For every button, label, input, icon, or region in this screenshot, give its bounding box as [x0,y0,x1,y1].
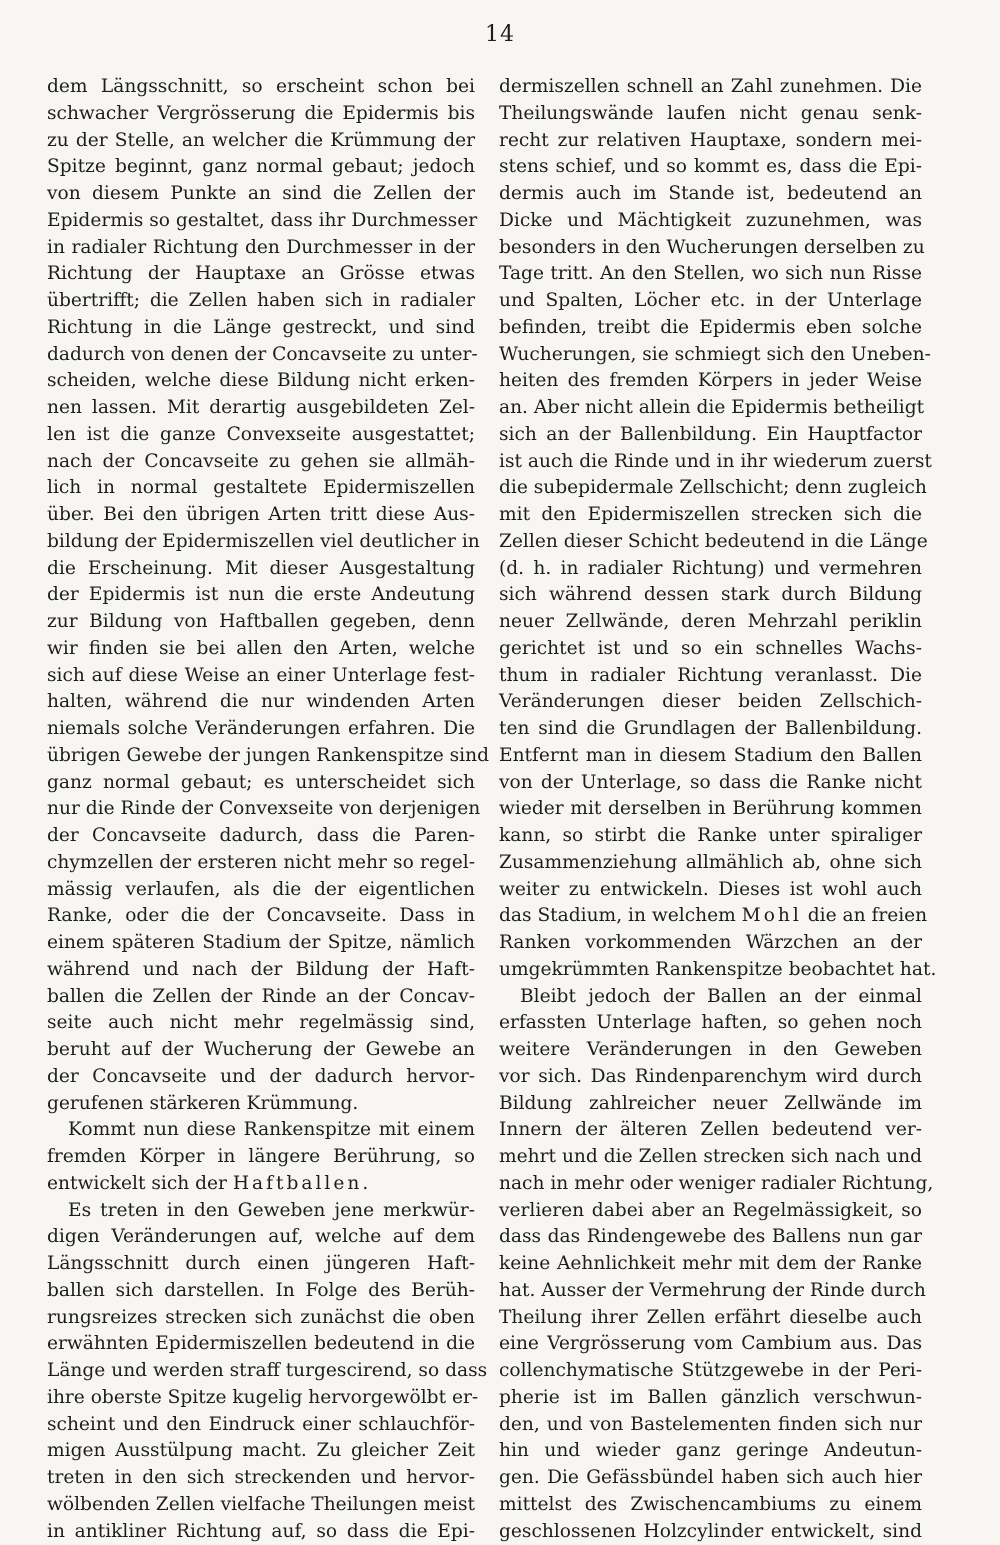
text-line [47,154,475,181]
text-line [47,181,475,208]
text-line-content: dadurch von denen der Concavseite zu unter- [47,344,478,365]
text-line-content: und Spalten, Löcher etc. in der Unterlage [499,290,922,311]
text-line [499,1010,922,1037]
text-line [499,770,922,797]
text-line-content: sich an der Ballenbildung. Ein Hauptfactor [499,424,922,445]
text-line [499,368,922,395]
text-line [47,208,475,235]
text-line-content: zur Bildung von Haftballen gegeben, denn [47,611,475,632]
text-line [499,1305,922,1332]
text-line-content: ten sind die Grundlagen der Ballenbildung. [499,718,922,739]
text-line [499,449,922,476]
text-line-content: kann, so stirbt die Ranke unter spiraliger [499,825,922,846]
text-line-content: geschlossenen Holzcylinder entwickelt, sind [499,1521,922,1542]
text-line-content: ballen die Zellen der Rinde an der Concav- [47,986,475,1007]
text-line-content: schwacher Vergrösserung die Epidermis bis [47,103,475,124]
text-line [499,716,922,743]
text-line [499,101,922,128]
text-line-content: fremden Körper in längere Berührung, so [47,1146,475,1167]
text-line-content: treten in den sich streckenden und hervor- [47,1467,475,1488]
text-line-content: recht zur relativen Hauptaxe, sondern mei- [499,130,922,151]
text-line [47,796,475,823]
text-line-content: Kommt nun diese Rankenspitze mit einem [68,1119,475,1140]
text-line [47,743,475,770]
text-line [47,1251,475,1278]
text-line-content: sich auf diese Weise an einer Unterlage fest- [47,665,475,686]
text-line-tail: die an freien [802,905,927,926]
text-line [47,1198,475,1225]
text-line [47,74,475,101]
text-line-content: während und nach der Bildung der Haft- [47,959,475,980]
text-line-content: bildung der Epidermiszellen viel deutlicher in [47,531,480,552]
text-line [499,930,922,957]
text-line-content: Richtung in die Länge gestreckt, und sind [47,317,475,338]
text-line-content: Zellen dieser Schicht bedeutend in die Länge [499,531,928,552]
text-line-content: nach der Concavseite zu gehen sie allmäh- [47,451,475,472]
text-line-content: ist auch die Rinde und in ihr wiederum zuerst [499,451,932,472]
text-line [499,796,922,823]
text-line-content: wölbenden Zellen vielfache Theilungen meist [47,1494,475,1515]
text-line [47,475,475,502]
text-line-content: chymzellen der ersteren nicht mehr so regel- [47,852,475,873]
text-line-content: von der Unterlage, so dass die Ranke nicht [499,772,922,793]
text-line [499,850,922,877]
text-line-content: in radialer Richtung den Durchmesser in der [47,237,475,258]
text-line-content: erfassten Unterlage haften, so gehen noch [499,1012,922,1033]
text-line [47,984,475,1011]
text-line [499,743,922,770]
text-line-content: der Concavseite dadurch, dass die Paren- [47,825,475,846]
text-line-content: umgekrümmten Rankenspitze beobachtet hat. [499,959,936,980]
text-line-content: dem Längsschnitt, so erscheint schon bei [47,76,475,97]
text-line-content: mittelst des Zwischencambiums zu einem [499,1494,922,1515]
text-line [499,1519,922,1545]
page-number: 14 [0,22,1000,47]
text-line [47,1412,475,1439]
text-line [47,716,475,743]
text-line [499,208,922,235]
text-line-content: dass das Rindengewebe des Ballens nun gar [499,1226,922,1247]
text-line [499,475,922,502]
text-line [499,1492,922,1519]
text-line [499,823,922,850]
text-line-content: der Concavseite und der dadurch hervor- [47,1066,475,1087]
text-line [47,342,475,369]
text-line [499,395,922,422]
text-line [47,582,475,609]
text-line [47,556,475,583]
text-line [47,1278,475,1305]
text-line [499,502,922,529]
text-line [47,1358,475,1385]
text-line [499,877,922,904]
text-line-content: das Stadium, in welchem [499,905,742,926]
text-line [499,529,922,556]
text-line-content: gen. Die Gefässbündel haben sich auch hier [499,1467,922,1488]
text-line-content: scheiden, welche diese Bildung nicht erken- [47,370,475,391]
text-line [47,1492,475,1519]
text-line [47,261,475,288]
text-line-content: Längsschnitt durch einen jüngeren Haft- [47,1253,475,1274]
text-line-content: beruht auf der Wucherung der Gewebe an [47,1039,475,1060]
text-line-tail: . [362,1173,368,1194]
text-line [499,582,922,609]
text-line-content: mit den Epidermiszellen strecken sich die [499,504,922,525]
text-line-content: rungsreizes strecken sich zunächst die oben [47,1307,475,1328]
text-line [499,1385,922,1412]
text-line-content: übrigen Gewebe der jungen Rankenspitze sind [47,745,489,766]
text-line [47,770,475,797]
text-line-content: len ist die ganze Convexseite ausgestattet; [47,424,475,445]
text-line-content: ganz normal gebaut; es unterscheidet sich [47,772,475,793]
text-line-content: wir finden sie bei allen den Arten, welche [47,638,475,659]
right-column [499,74,922,1545]
emphasized-name: Mohl [742,905,802,926]
text-line-content: den, und von Bastelementen finden sich nur [499,1414,922,1435]
text-line-content: scheint und den Eindruck einer schlauchför- [47,1414,475,1435]
text-line-content: digen Veränderungen auf, welche auf dem [47,1226,475,1247]
text-line [47,315,475,342]
text-line [47,529,475,556]
text-line [499,1251,922,1278]
text-line-content: migen Ausstülpung macht. Zu gleicher Zeit [47,1440,475,1461]
text-line [499,663,922,690]
text-line-content: dermiszellen schnell an Zahl zunehmen. Die [499,76,922,97]
text-line-content: thum in radialer Richtung veranlasst. Die [499,665,922,686]
text-line [47,1519,475,1545]
text-line-content: nur die Rinde der Convexseite von derjenigen [47,798,480,819]
text-line-content: ihre oberste Spitze kugelig hervorgewölbt er- [47,1387,478,1408]
text-line [499,609,922,636]
text-line-content: übertrifft; die Zellen haben sich in radialer [47,290,475,311]
text-line-content: weitere Veränderungen in den Geweben [499,1039,922,1060]
emphasized-name: Haftballen [233,1173,363,1194]
text-line [47,1010,475,1037]
text-line [47,1305,475,1332]
text-line [47,1465,475,1492]
text-line-content: Ranken vorkommenden Wärzchen an der [499,932,922,953]
text-line-content: gerichtet ist und so ein schnelles Wachs- [499,638,922,659]
text-line-content: einem späteren Stadium der Spitze, nämlich [47,932,475,953]
text-line [499,422,922,449]
text-line-content: mässig verlaufen, als die der eigentlichen [47,879,475,900]
text-line [499,1144,922,1171]
text-line-content: Theilung ihrer Zellen erfährt dieselbe auch [499,1307,922,1328]
text-line-content: vor sich. Das Rindenparenchym wird durch [499,1066,922,1087]
text-line-content: Bleibt jedoch der Ballen an der einmal [520,986,922,1007]
text-line [47,877,475,904]
text-line-content: wieder mit derselben in Berührung kommen [499,798,922,819]
text-line-content: erwähnten Epidermiszellen bedeutend in die [47,1333,475,1354]
text-line [499,689,922,716]
text-line-content: über. Bei den übrigen Arten tritt diese Aus- [47,504,475,525]
text-line [499,288,922,315]
text-line [47,1224,475,1251]
text-line [499,1278,922,1305]
text-line-content: Dicke und Mächtigkeit zuzunehmen, was [499,210,922,231]
text-line [47,1117,475,1144]
text-line [499,181,922,208]
text-line [499,342,922,369]
text-line [499,154,922,181]
text-line [499,1198,922,1225]
text-line [47,609,475,636]
text-line [47,1171,475,1198]
text-line [499,636,922,663]
text-line-content: halten, während die nur windenden Arten [47,691,475,712]
text-line-content: Theilungswände laufen nicht genau senk- [499,103,922,124]
text-line [47,1144,475,1171]
text-line [499,1331,922,1358]
text-line-content: collenchymatische Stützgewebe in der Peri- [499,1360,922,1381]
text-line-content: hat. Ausser der Vermehrung der Rinde durch [499,1280,926,1301]
text-line [499,1412,922,1439]
text-line [47,1037,475,1064]
text-line [499,261,922,288]
text-line-content: weiter zu entwickeln. Dieses ist wohl auch [499,879,922,900]
text-line [47,395,475,422]
text-line [47,1331,475,1358]
text-line-content: (d. h. in radialer Richtung) und vermehren [499,558,922,579]
text-line-content: verlieren dabei aber an Regelmässigkeit, so [499,1200,922,1221]
text-line [499,1171,922,1198]
text-line [47,502,475,529]
text-line [499,1465,922,1492]
text-line-content: stens schief, und so kommt es, dass die Epi- [499,156,922,177]
text-line-content: eine Vergrösserung vom Cambium aus. Das [499,1333,922,1354]
text-line-content: keine Aehnlichkeit mehr mit dem der Ranke [499,1253,922,1274]
text-line-content: Innern der älteren Zellen bedeutend ver- [499,1119,922,1140]
text-line-content: an. Aber nicht allein die Epidermis betheiligt [499,397,924,418]
text-line-content: Spitze beginnt, ganz normal gebaut; jedoch [47,156,475,177]
text-line [499,1064,922,1091]
text-line-content: zu der Stelle, an welcher die Krümmung der [47,130,475,151]
text-line-content: in antikliner Richtung auf, so dass die Epi- [47,1521,475,1542]
text-line-content: neuer Zellwände, deren Mehrzahl periklin [499,611,922,632]
text-line [499,984,922,1011]
text-line-content: entwickelt sich der [47,1173,233,1194]
text-line-content: besonders in den Wucherungen derselben zu [499,237,925,258]
text-line [47,1091,475,1118]
text-line [47,957,475,984]
text-line [47,422,475,449]
text-line-content: niemals solche Veränderungen erfahren. Die [47,718,475,739]
text-line-content: nen lassen. Mit derartig ausgebildeten Zel- [47,397,475,418]
text-line [499,1117,922,1144]
text-line [499,1091,922,1118]
text-line-content: die subepidermale Zellschicht; denn zugleich [499,477,927,498]
text-line-content: gerufenen stärkeren Krümmung. [47,1093,358,1114]
text-line [47,903,475,930]
text-line-content: dermis auch im Stande ist, bedeutend an [499,183,922,204]
text-line [47,930,475,957]
text-line-content: Bildung zahlreicher neuer Zellwände im [499,1093,922,1114]
text-line [47,823,475,850]
text-line [499,74,922,101]
text-line-content: Epidermis so gestaltet, dass ihr Durchmesser [47,210,477,231]
text-line-content: Entfernt man in diesem Stadium den Ballen [499,745,922,766]
text-line-content: ballen sich darstellen. In Folge des Berüh- [47,1280,475,1301]
text-line-content: heiten des fremden Körpers in jeder Weise [499,370,922,391]
text-line-content: die Erscheinung. Mit dieser Ausgestaltung [47,558,475,579]
text-line-content: pherie ist im Ballen gänzlich verschwun- [499,1387,922,1408]
text-line-content: Ranke, oder die der Concavseite. Dass in [47,905,475,926]
text-line-content: hin und wieder ganz geringe Andeutun- [499,1440,922,1461]
text-line-content: befinden, treibt die Epidermis eben solche [499,317,922,338]
text-line-content: Es treten in den Geweben jene merkwür- [68,1200,475,1221]
text-line [499,128,922,155]
text-line [499,1358,922,1385]
text-line [47,1438,475,1465]
text-line-content: von diesem Punkte an sind die Zellen der [47,183,475,204]
text-line [47,449,475,476]
text-line [47,235,475,262]
text-line-content: lich in normal gestaltete Epidermiszellen [47,477,475,498]
text-line [47,1385,475,1412]
text-line [47,128,475,155]
text-line-content: der Epidermis ist nun die erste Andeutung [47,584,475,605]
text-line [499,957,922,984]
text-line [47,368,475,395]
left-column [47,74,475,1545]
text-line [499,235,922,262]
text-line [499,1224,922,1251]
text-line [499,1037,922,1064]
text-line-content: Wucherungen, sie schmiegt sich den Uneben- [499,344,931,365]
text-line-content: seite auch nicht mehr regelmässig sind, [47,1012,475,1033]
text-line [47,689,475,716]
text-line [47,101,475,128]
text-line-content: Länge und werden straff turgescirend, so dass [47,1360,487,1381]
text-line-content: mehrt und die Zellen strecken sich nach und [499,1146,922,1167]
text-line [47,663,475,690]
text-line [47,1064,475,1091]
text-line [499,903,922,930]
text-line-content: Richtung der Hauptaxe an Grösse etwas [47,263,475,284]
text-line [47,288,475,315]
text-line [499,556,922,583]
text-line-content: Veränderungen dieser beiden Zellschich- [499,691,922,712]
text-line-content: sich während dessen stark durch Bildung [499,584,922,605]
text-line [47,636,475,663]
text-line [499,1438,922,1465]
text-line-content: nach in mehr oder weniger radialer Richtung, [499,1173,933,1194]
text-line [47,850,475,877]
text-line [499,315,922,342]
text-line-content: Tage tritt. An den Stellen, wo sich nun Risse [499,263,922,284]
text-line-content: Zusammenziehung allmählich ab, ohne sich [499,852,922,873]
